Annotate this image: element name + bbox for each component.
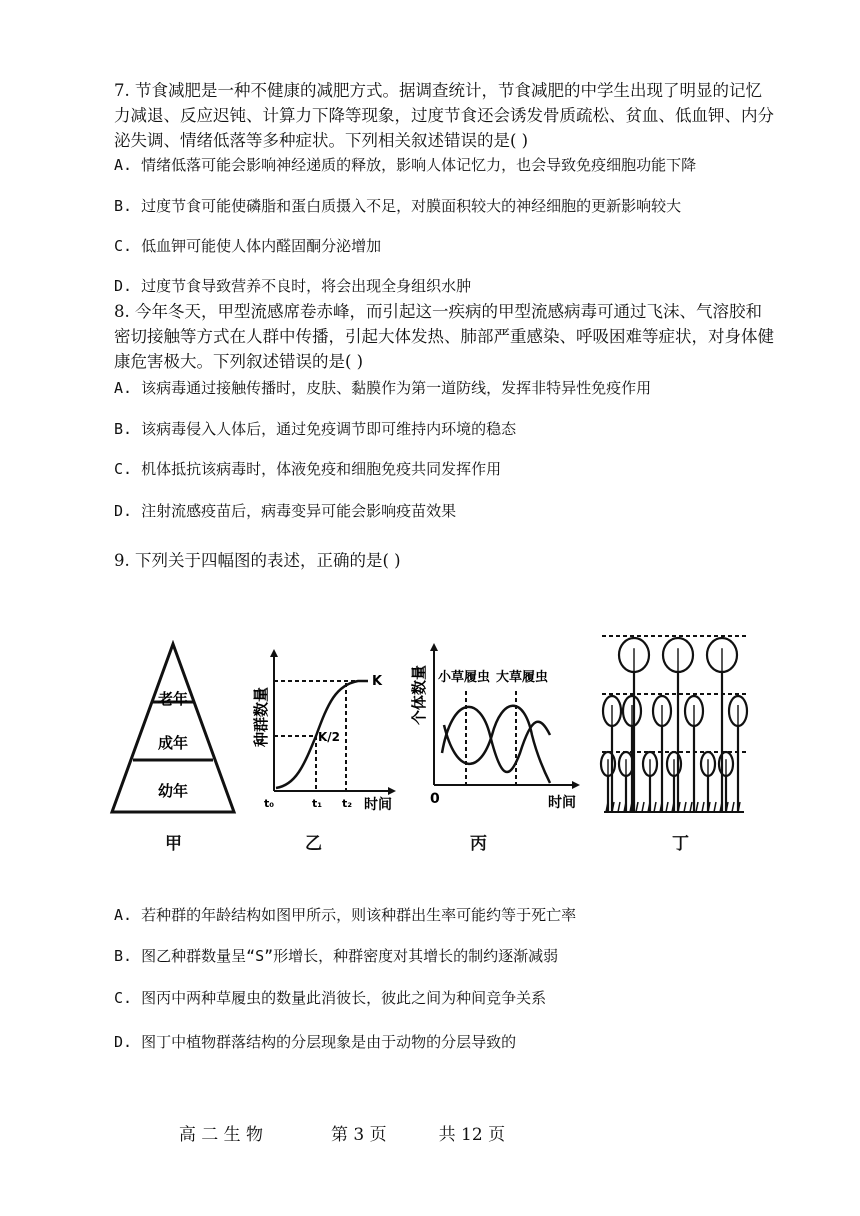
q7-option-b: B. 过度节食可能使磷脂和蛋白质摄入不足，对膜面积较大的神经细胞的更新影响较大 [114, 197, 682, 215]
q8-option-c: C. 机体抵抗该病毒时，体液免疫和细胞免疫共同发挥作用 [114, 460, 502, 478]
grass-icon [690, 802, 692, 812]
figure-ding-stratification [598, 630, 750, 816]
tick-t0: t₀ [264, 797, 275, 810]
y-axis-label: 种群数量 [252, 686, 270, 748]
x-axis-label: 时间 [364, 797, 392, 813]
grass-icon [702, 802, 704, 812]
grass-icon [732, 802, 734, 812]
grass-icon [654, 802, 656, 812]
caption-jia: 甲 [165, 834, 182, 854]
tall-tree-icon [663, 638, 693, 812]
grass-icon [618, 802, 620, 812]
tick-t2: t₂ [342, 797, 353, 810]
grass-icon [666, 802, 668, 812]
question-7-stem: 7. 节食减肥是一种不健康的减肥方式。据调查统计，节食减肥的中学生出现了明显的记忆力减退、反应迟钝、计算力下降等现象，过度节食还会诱发骨质疏松、贫血、低血钾、内分泌失调、情绪低落等多种症状。下列相关叙述错误的是( ) [114, 81, 774, 150]
mid-tree-icon [729, 696, 747, 812]
q8-option-d: D. 注射流感疫苗后，病毒变异可能会影响疫苗效果 [114, 502, 457, 520]
q8-option-a: A. 该病毒通过接触传播时，皮肤、黏膜作为第一道防线，发挥非特异性免疫作用 [114, 379, 652, 397]
tick-t1: t₁ [312, 797, 323, 810]
footer-page: 第 3 页 [331, 1125, 387, 1145]
series-small: 小草履虫 [438, 670, 491, 685]
grass-icon [696, 802, 698, 812]
layer-old: 老年 [157, 690, 189, 708]
mid-tree-icon [653, 696, 671, 812]
q9-option-c: C. 图丙中两种草履虫的数量此消彼长，彼此之间为种间竞争关系 [114, 989, 547, 1007]
figure-jia-age-pyramid [108, 640, 238, 816]
mid-tree-icon [685, 696, 703, 812]
caption-bing: 丙 [470, 834, 487, 854]
tall-tree-icon [707, 638, 737, 812]
caption-ding: 丁 [672, 834, 689, 854]
footer-total: 共 12 页 [438, 1125, 506, 1145]
k-label: K [372, 674, 383, 689]
q8-option-b: B. 该病毒侵入人体后，通过免疫调节即可维持内环境的稳态 [114, 420, 517, 438]
page-footer [168, 1100, 505, 1145]
x-axis-label: 时间 [548, 795, 576, 811]
figure-bing-competition [400, 635, 584, 815]
question-9-stem: 9. 下列关于四幅图的表述，正确的是( ) [114, 551, 401, 570]
q7-option-a: A. 情绪低落可能会影响神经递质的释放，影响人体记忆力，也会导致免疫细胞功能下降 [114, 156, 697, 174]
figure-yi-s-curve [248, 645, 400, 815]
layer-young: 幼年 [157, 782, 189, 800]
series-large: 大草履虫 [496, 670, 549, 685]
origin-label: 0 [430, 791, 440, 807]
q9-option-d: D. 图丁中植物群落结构的分层现象是由于动物的分层导致的 [114, 1033, 517, 1051]
question-8-stem: 8. 今年冬天，甲型流感席卷赤峰，而引起这一疾病的甲型流感病毒可通过飞沫、气溶胶和密切接触等方式在人群中传播，引起大体发热、肺部严重感染、呼吸困难等症状，对身体健康危害极大。下列叙述错误的是( ) [114, 302, 774, 371]
q7-option-d: D. 过度节食导致营养不良时，将会出现全身组织水肿 [114, 277, 472, 295]
k-half-label: K/2 [318, 730, 341, 744]
grass-icon [642, 802, 644, 812]
grass-icon [684, 802, 686, 812]
layer-adult: 成年 [157, 734, 189, 752]
grass-icon [636, 802, 638, 812]
caption-yi: 乙 [305, 834, 322, 854]
y-axis-label: 个体数量 [410, 664, 428, 726]
footer-subject: 高 二 生 物 [178, 1125, 264, 1145]
q7-option-c: C. 低血钾可能使人体内醛固酮分泌增加 [114, 237, 382, 255]
grass-icon [714, 802, 716, 812]
q9-option-b: B. 图乙种群数量呈“S”形增长，种群密度对其增长的制约逐渐减弱 [114, 947, 559, 965]
q9-option-a: A. 若种群的年龄结构如图甲所示，则该种群出生率可能约等于死亡率 [114, 906, 577, 924]
